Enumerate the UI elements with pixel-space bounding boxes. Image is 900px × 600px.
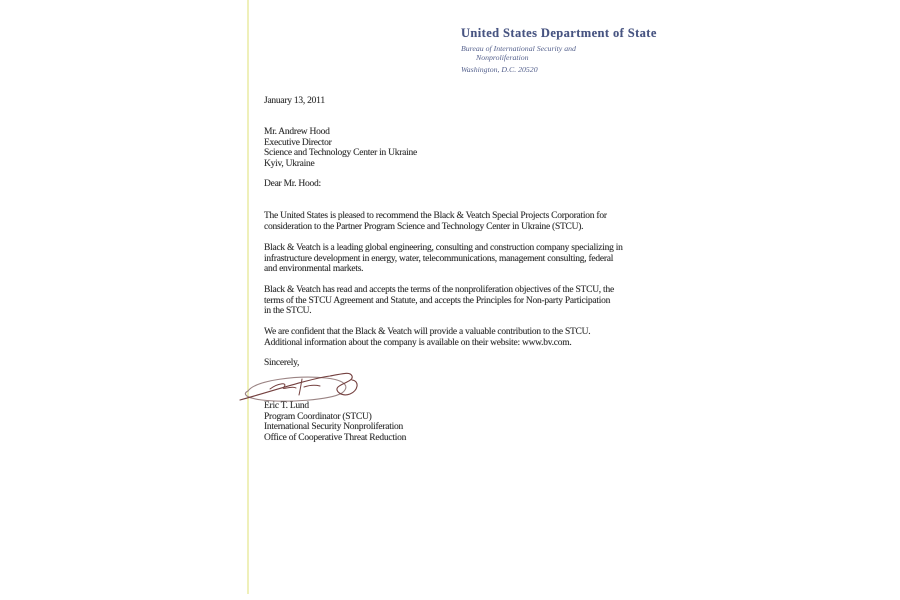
signer-name: Eric T. Lund bbox=[264, 401, 309, 411]
recipient-block bbox=[264, 127, 417, 169]
letterhead-title: United States Department of State bbox=[461, 26, 657, 40]
recipient-organization: Science and Technology Center in Ukraine bbox=[264, 148, 417, 159]
paragraph-1 bbox=[264, 211, 607, 232]
paragraph-line: Black & Veatch is a leading global engineering, consulting and construction company specializing in bbox=[264, 243, 623, 253]
signer-title-1: Program Coordinator (STCU) bbox=[264, 411, 372, 422]
paragraph-line: consideration to the Partner Program Science and Technology Center in Ukraine (STCU). bbox=[264, 221, 584, 232]
paragraph-line: Additional information about the company is available on their website: www.bv.com. bbox=[264, 337, 572, 348]
letter-date: January 13, 2011 bbox=[264, 96, 325, 106]
recipient-title: Executive Director bbox=[264, 137, 332, 148]
paragraph-2 bbox=[264, 243, 623, 275]
paragraph-3 bbox=[264, 285, 614, 317]
letterhead-bureau-line2: Nonproliferation bbox=[476, 53, 529, 62]
recipient-name: Mr. Andrew Hood bbox=[264, 127, 330, 137]
letterhead-bureau-line1: Bureau of International Security and bbox=[461, 44, 576, 53]
signer-title-2: International Security Nonproliferation bbox=[264, 422, 404, 433]
paragraph-line: and environmental markets. bbox=[264, 264, 364, 275]
paragraph-line: terms of the STCU Agreement and Statute, and accepts the Principles for Non-party Participation bbox=[264, 295, 611, 306]
paragraph-4 bbox=[264, 327, 590, 348]
paragraph-line: The United States is pleased to recommend the Black & Veatch Special Projects Corporation for bbox=[264, 211, 607, 221]
paragraph-line: We are confident that the Black & Veatch will provide a valuable contribution to the STCU. bbox=[264, 327, 591, 337]
signer-block bbox=[264, 401, 406, 443]
paragraph-line: Black & Veatch has read and accepts the terms of the nonproliferation objectives of the STCU, the bbox=[264, 285, 614, 295]
page-edge-line bbox=[247, 0, 249, 594]
closing: Sincerely, bbox=[264, 358, 300, 368]
signature-inner-scrawl bbox=[270, 379, 320, 395]
recipient-location: Kyiv, Ukraine bbox=[264, 158, 315, 169]
signer-title-3: Office of Cooperative Threat Reduction bbox=[264, 432, 407, 443]
salutation: Dear Mr. Hood: bbox=[264, 179, 321, 189]
letterhead-city: Washington, D.C. 20520 bbox=[461, 65, 538, 74]
paragraph-line: infrastructure development in energy, water, telecommunications, management consulting, federal bbox=[264, 253, 614, 264]
paragraph-line: in the STCU. bbox=[264, 306, 312, 317]
signature-ellipse-stroke bbox=[245, 377, 346, 401]
